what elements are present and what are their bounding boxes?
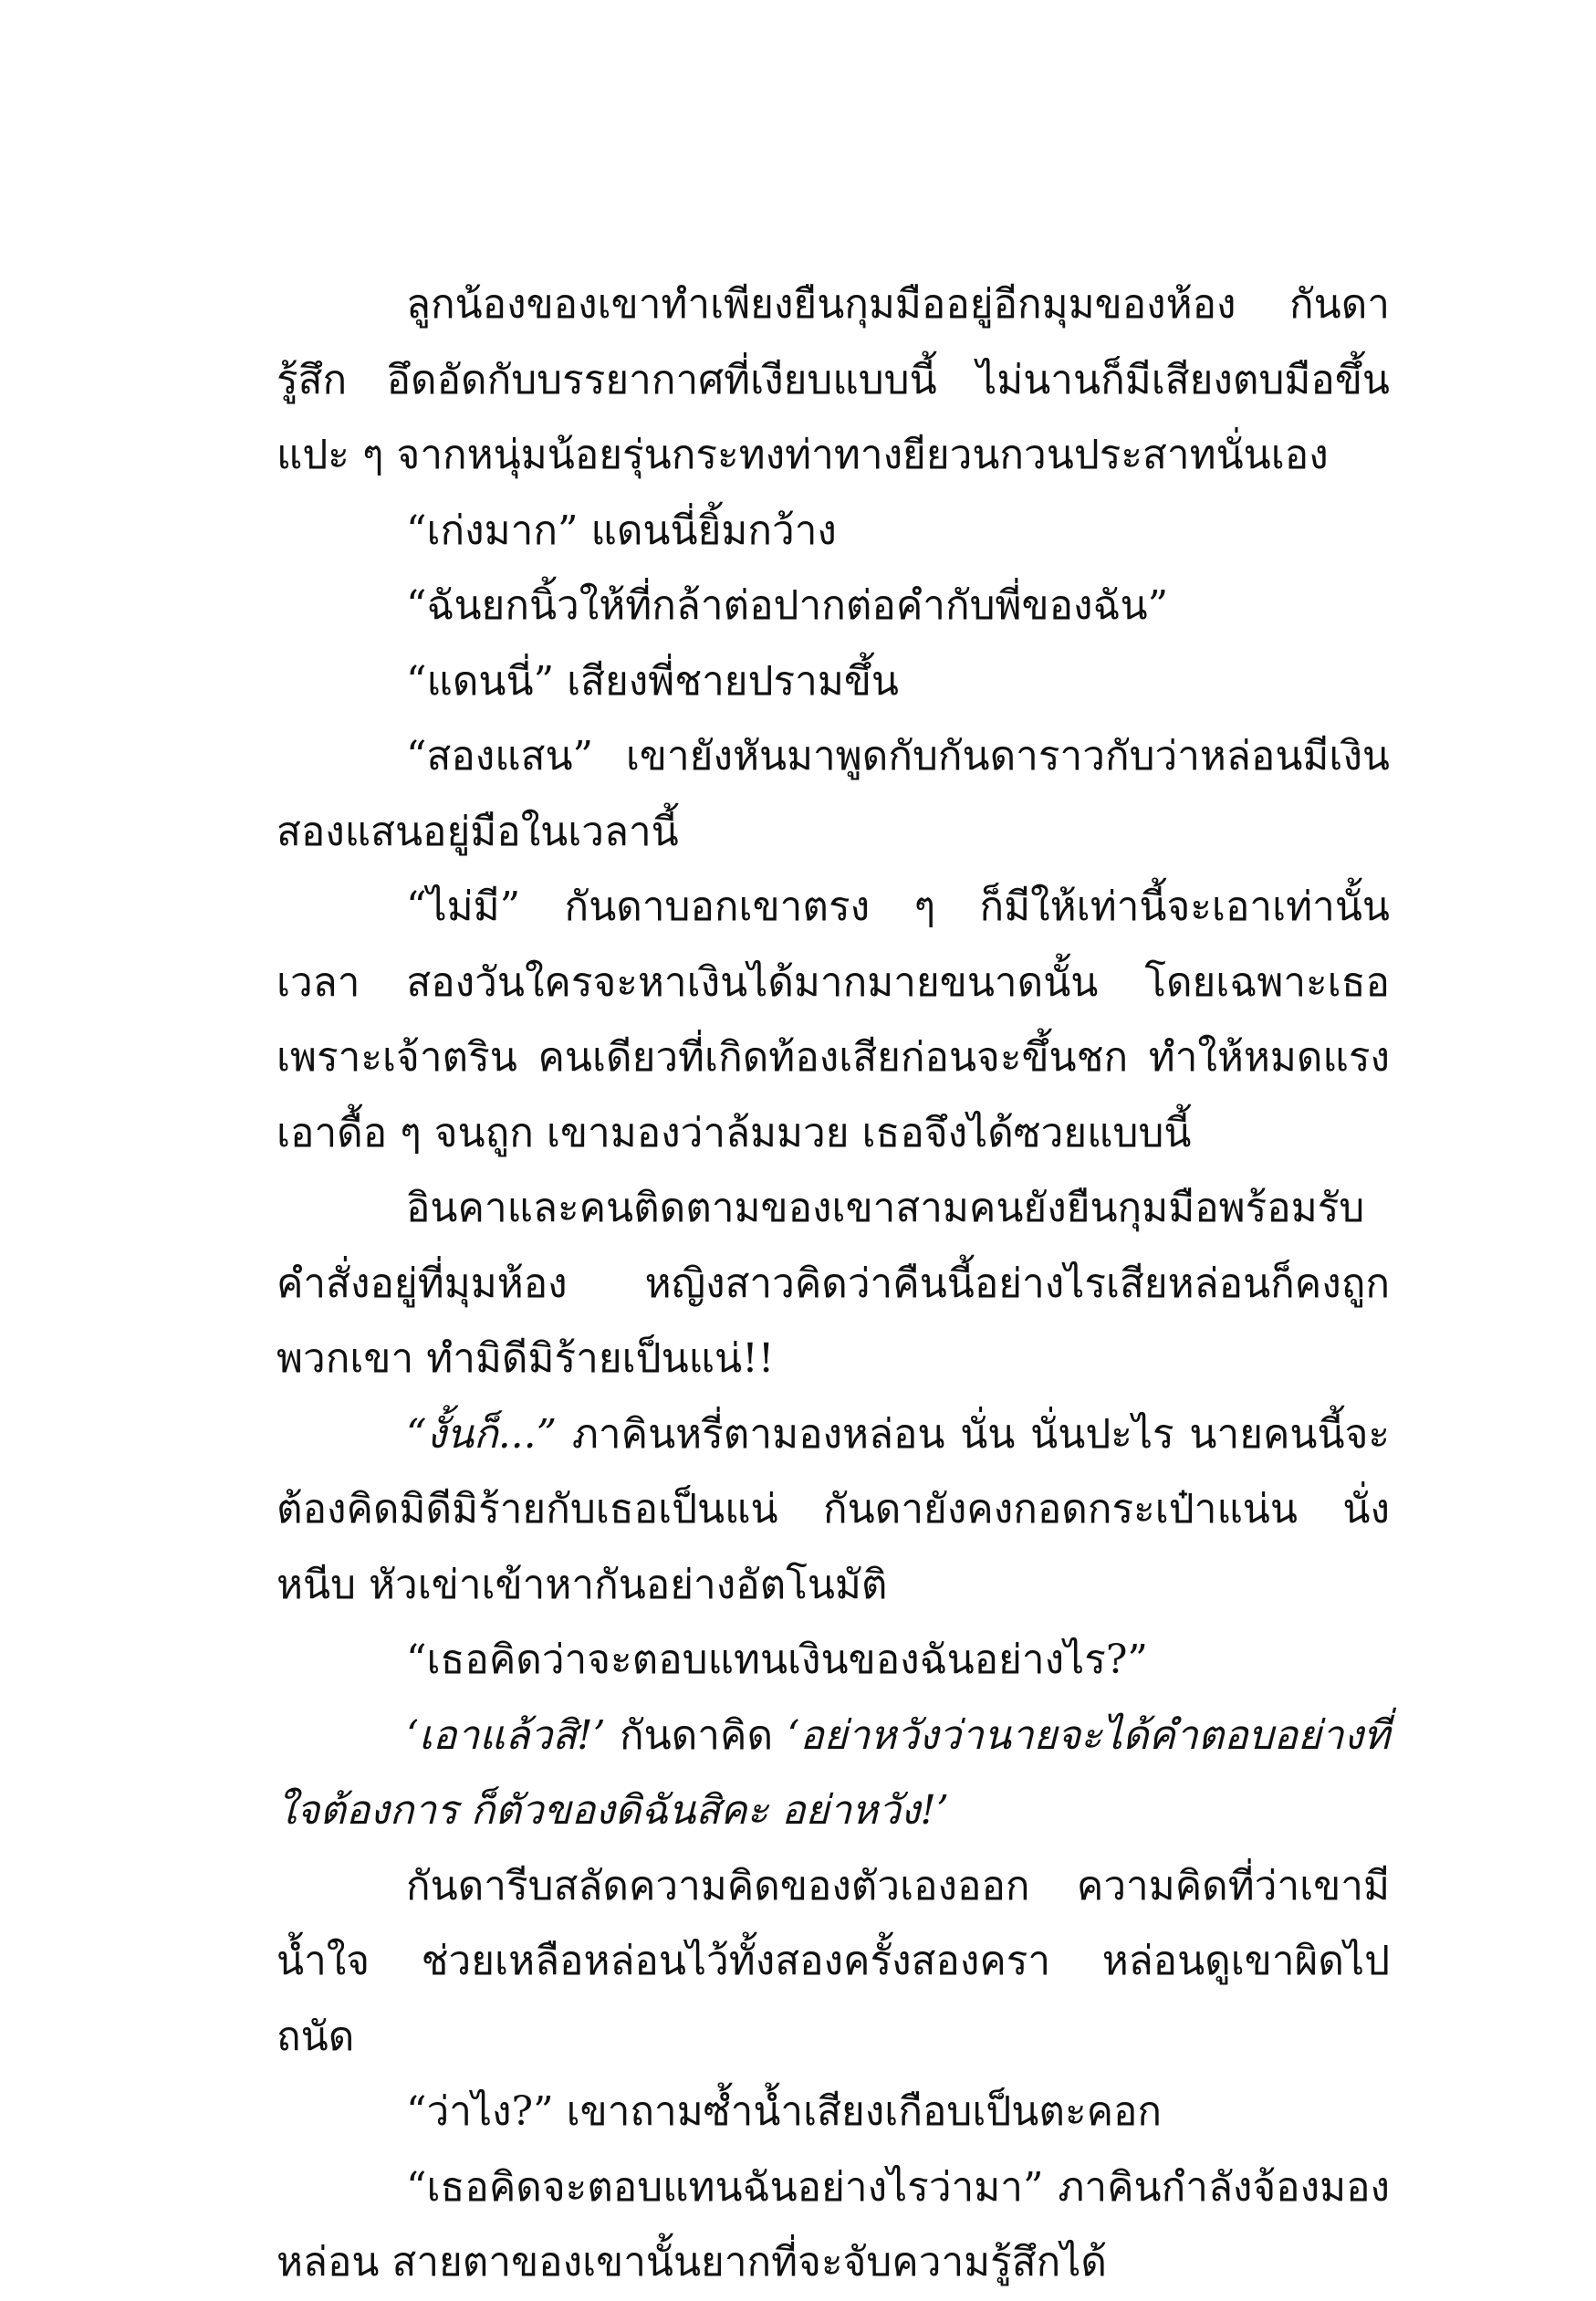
italic-thought-c: ใจต้องการ ก็ตัวของดิฉันสิคะ อย่าหวัง!’ <box>276 1787 949 1834</box>
paragraph-10: ‘เอาแล้วสิ!’ กันดาคิด ‘อย่าหวังว่านายจะได้คำตอบอย่างที่ ใจต้องการ ก็ตัวของดิฉันสิคะ อย่าหวัง!’ <box>276 1711 1390 1834</box>
italic-thought-a: ‘เอาแล้วสิ!’ <box>406 1711 606 1759</box>
paragraph-11: กันดารีบสลัดความคิดของตัวเองออก ความคิดที่ว่าเขามีน้ำใจ ช่วยเหลือหล่อนไว้ทั้งสองครั้งสองครา หล่อนดูเขาผิดไปถนัด <box>276 1862 1390 2060</box>
paragraph-8: “งั้นก็...” ภาคินหรี่ตามองหล่อน นั่น นั่นปะไร นายคนนี้จะ ต้องคิดมิดีมิร้ายกับเธอเป็นแน่ กันดายังคงกอดกระเป๋าแน่น นั่งหนีบ หัวเข่าเข้าหากันอย่างอัตโนมัติ <box>276 1410 1390 1608</box>
paragraph-6: “ไม่มี” กันดาบอกเขาตรง ๆ ก็มีให้เท่านี้จะเอาเท่านั้น เวลา สองวันใครจะหาเงินได้มากมายขนาดนั้น โดยเฉพาะเธอ เพราะเจ้าตริน คนเดียวที่เกิดท้องเสียก่อนจะขึ้นชก ทำให้หมดแรงเอาดื้อ ๆ จนถูก เขามองว่าล้มมวย เธอจึงได้ซวยแบบนี้ <box>276 884 1390 1156</box>
paragraph-3: “ฉันยกนิ้วให้ที่กล้าต่อปากต่อคำกับพี่ของฉัน” <box>406 582 1169 629</box>
paragraph-13: “เธอคิดจะตอบแทนฉันอย่างไรว่ามา” ภาคินกำลังจ้องมอง หล่อน สายตาของเขานั้นยากที่จะจับความรู้สึกได้ <box>276 2163 1390 2285</box>
italic-quote: “งั้นก็...” <box>406 1410 558 1458</box>
paragraph-2: “เก่งมาก” แดนนี่ยิ้มกว้าง <box>406 507 837 554</box>
paragraph-4: “แดนนี่” เสียงพี่ชายปรามขึ้น <box>406 657 900 705</box>
paragraph-9: “เธอคิดว่าจะตอบแทนเงินของฉันอย่างไร?” <box>406 1637 1148 1683</box>
paragraph-5: “สองแสน” เขายังหันมาพูดกับกันดาราวกับว่าหล่อนมีเงิน สองแสนอยู่มือในเวลานี้ <box>276 733 1390 855</box>
italic-thought-b: ‘อย่าหวังว่านายจะได้คำตอบอย่างที่ <box>787 1711 1390 1759</box>
body-text <box>276 267 1390 2301</box>
paragraph-7: อินคาและคนติดตามของเขาสามคนยังยืนกุมมือพร้อมรับ คำสั่งอยู่ที่มุมห้อง หญิงสาวคิดว่าคืนนี้อย่างไรเสียหล่อนก็คงถูกพวกเขา ทำมิดีมิร้ายเป็นแน่!! <box>276 1185 1390 1382</box>
paragraph-12: “ว่าไง?” เขาถามซ้ำน้ำเสียงเกือบเป็นตะคอก <box>406 2088 1163 2135</box>
paragraph-1: ลูกน้องของเขาทำเพียงยืนกุมมืออยู่อีกมุมของห้อง กันดารู้สึก อึดอัดกับบรรยากาศที่เงียบแบบนี้ ไม่นานก็มีเสียงตบมือขึ้น แปะ ๆ จากหนุ่มน้อยรุ่นกระทงท่าทางยียวนกวนประสาทนั่นเอง <box>276 281 1390 478</box>
